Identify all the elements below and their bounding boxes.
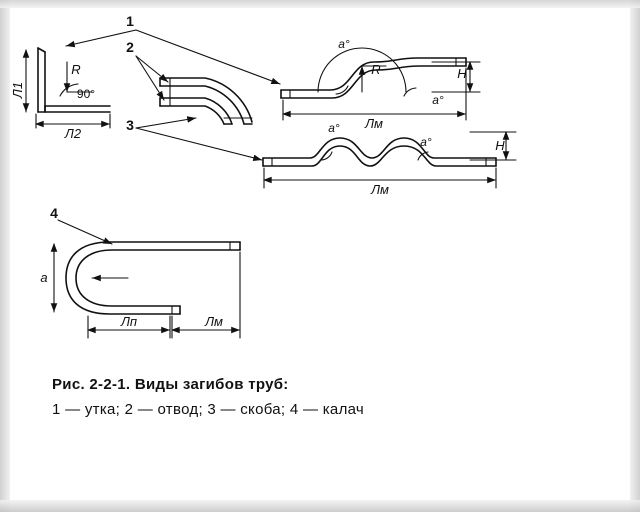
shape-kalach bbox=[66, 242, 240, 314]
dim-label-angle-90: 90° bbox=[76, 87, 96, 101]
dim-label-alpha-top-right: a° bbox=[432, 93, 444, 107]
dim-label-h-skoba: H bbox=[495, 138, 505, 153]
callout-leaders bbox=[58, 30, 280, 244]
shape-l-bend bbox=[38, 48, 110, 112]
dim-label-lm-utka: Лм bbox=[365, 116, 383, 131]
dim-angle-90-arc bbox=[60, 84, 78, 96]
dim-label-alpha-top-left: a° bbox=[338, 37, 350, 51]
caption-legend: 1 — утка; 2 — отвод; 3 — скоба; 4 — калач bbox=[52, 401, 365, 418]
dim-h-skoba bbox=[470, 132, 516, 160]
dim-label-h-utka: H bbox=[457, 66, 467, 81]
dim-label-lp-kalach: Лп bbox=[120, 314, 138, 329]
dim-label-lm-skoba: Лм bbox=[371, 182, 389, 197]
dim-label-l1: Л1 bbox=[10, 81, 25, 99]
dim-label-alpha-skoba-left: a° bbox=[328, 121, 340, 135]
callout-label-2: 2 bbox=[126, 39, 134, 55]
dim-label-l2: Л2 bbox=[64, 126, 82, 141]
callout-label-1: 1 bbox=[126, 13, 134, 29]
dim-label-r-utka: R bbox=[371, 62, 381, 77]
dim-label-lm-kalach: Лм bbox=[205, 314, 223, 329]
caption-title: Рис. 2-2-1. Виды загибов труб: bbox=[52, 376, 289, 393]
shape-elbow bbox=[160, 78, 252, 124]
callout-label-3: 3 bbox=[126, 117, 134, 133]
figure-caption bbox=[52, 372, 572, 422]
callout-label-4: 4 bbox=[50, 205, 58, 221]
dim-label-r-left: R bbox=[71, 62, 81, 77]
dim-label-a-kalach: a bbox=[40, 270, 48, 285]
dim-label-alpha-skoba-right: a° bbox=[420, 135, 432, 149]
shape-skoba bbox=[263, 138, 496, 166]
